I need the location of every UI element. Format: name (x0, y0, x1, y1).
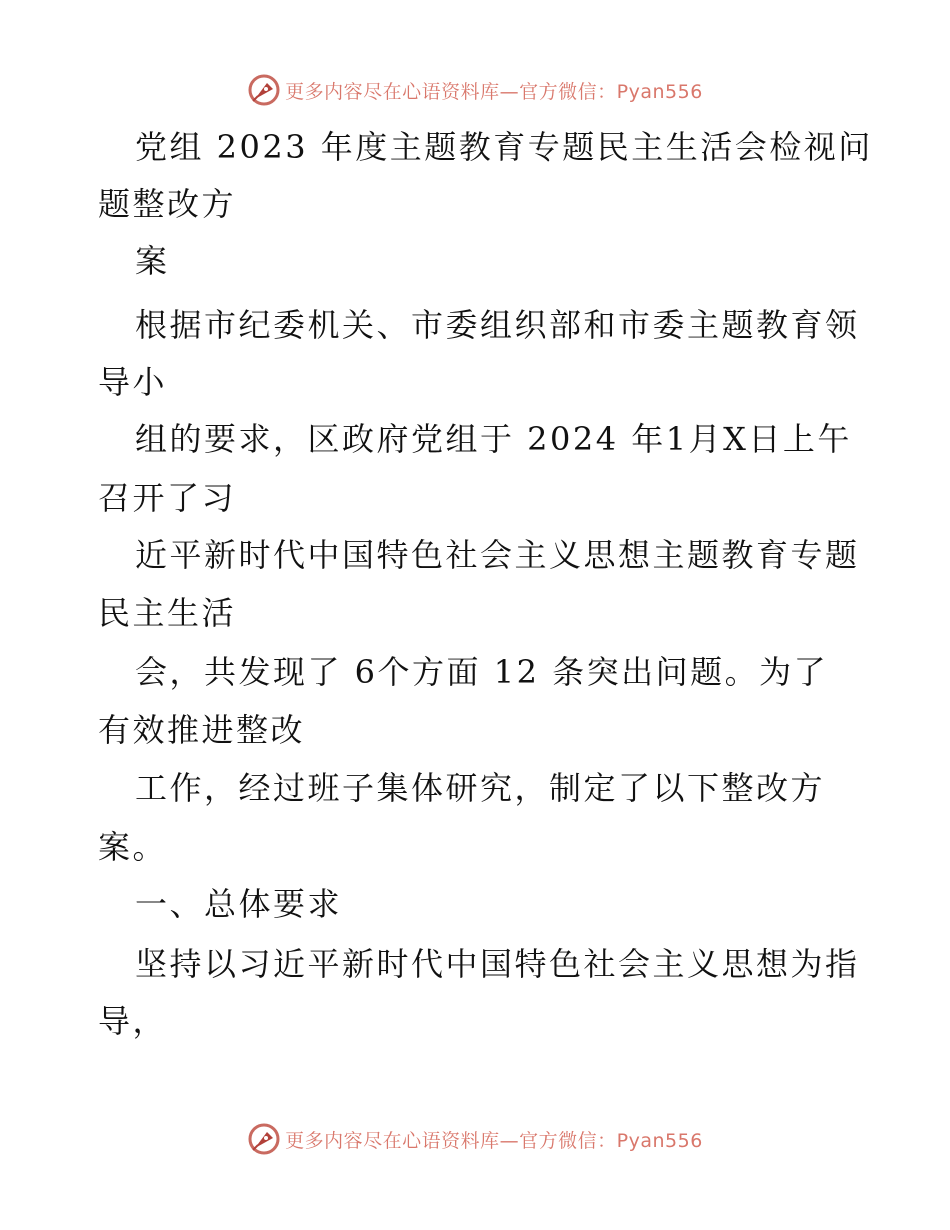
pen-nib-logo-icon (247, 1122, 281, 1156)
document-line: 党组 2023 年度主题教育专题民主生活会检视问 (135, 128, 873, 166)
document-line: 召开了习 (98, 479, 237, 517)
document-line: 民主生活 (98, 594, 237, 632)
document-line: 根据市纪委机关、市委组织部和市委主题教育领 (135, 306, 860, 344)
document-line: 工作，经过班子集体研究，制定了以下整改方 (135, 769, 826, 807)
document-line: 坚持以习近平新时代中国特色社会主义思想为指 (135, 945, 860, 983)
section-heading: 一、总体要求 (135, 885, 343, 923)
document-line: 导， (98, 1002, 168, 1040)
document-line: 题整改方 (98, 185, 237, 223)
document-line: 案 (135, 242, 170, 280)
document-line: 组的要求，区政府党组于 2024 年1月X日上午 (135, 420, 852, 458)
document-line: 有效推进整改 (98, 711, 306, 749)
document-line: 会，共发现了 6个方面 12 条突出问题。为了 (135, 653, 829, 691)
document-line: 案。 (98, 828, 168, 866)
watermark-text: 更多内容尽在心语资料库—官方微信：Pyan556 (285, 1129, 703, 1152)
document-line: 近平新时代中国特色社会主义思想主题教育专题 (135, 536, 860, 574)
watermark-text: 更多内容尽在心语资料库—官方微信：Pyan556 (285, 80, 703, 103)
document-line: 导小 (98, 363, 168, 401)
watermark-footer (0, 1122, 950, 1156)
